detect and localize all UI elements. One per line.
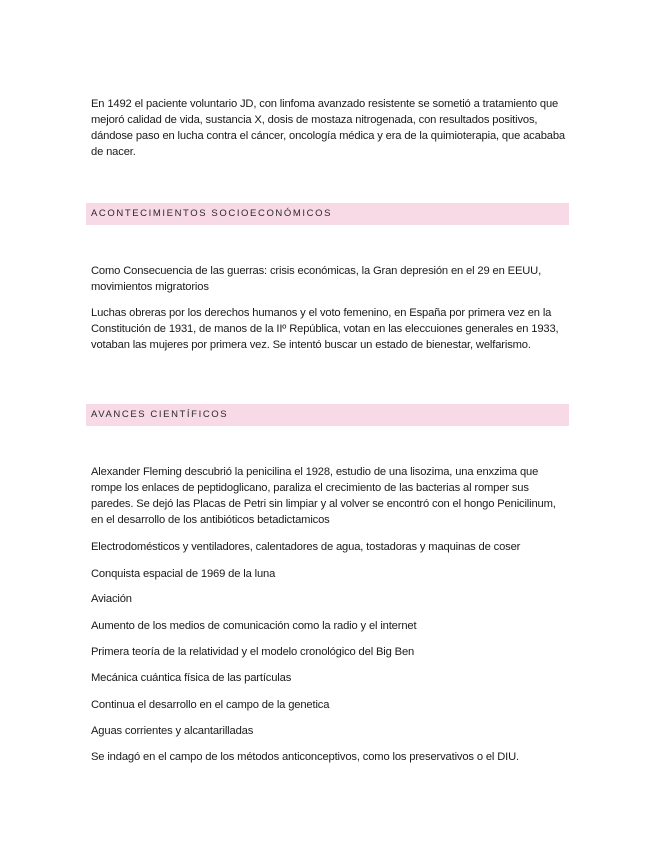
list-item: Continua el desarrollo en el campo de la genetica (91, 699, 330, 711)
list-item: Se indagó en el campo de los métodos anticonceptivos, como los preservativos o el DIU. (91, 751, 519, 763)
paragraph-workers-struggles: Luchas obreras por los derechos humanos y el voto femenino, en España por primera vez en la Constitución de 1931, de manos de la IIº República, votan en las eleccuiones generales en 1933, votaban las mujeres por primera vez. Se intentó buscar un estado de bienestar, welfarismo. (91, 307, 559, 351)
list-item: Electrodomésticos y ventiladores, calentadores de agua, tostadoras y maquinas de coser (91, 541, 521, 553)
list-item: Conquista espacial de 1969 de la luna (91, 568, 276, 580)
list-item: Aviación (91, 593, 132, 605)
section-heading-socioeconomic: ACONTECIMIENTOS SOCIOECONÓMICOS (86, 203, 569, 225)
paragraph-wars-consequences: Como Consecuencia de las guerras: crisis económicas, la Gran depresión en el 29 en EEUU, movimientos migratorios (91, 265, 542, 293)
section-heading-scientific: AVANCES CIENTÍFICOS (86, 404, 569, 426)
list-item: Aumento de los medios de comunicación como la radio y el internet (91, 620, 417, 632)
list-item: Primera teoría de la relatividad y el modelo cronológico del Big Ben (91, 646, 415, 658)
list-item: Mecánica cuántica física de las partículas (91, 672, 292, 684)
intro-paragraph: En 1492 el paciente voluntario JD, con linfoma avanzado resistente se sometió a tratamiento que mejoró calidad de vida, sustancia X, dosis de mostaza nitrogenada, con resultados positivos, dándose paso en lucha contra el cáncer, oncología médica y era de la quimioterapia, que acababa de nacer. (91, 98, 565, 158)
paragraph-fleming: Alexander Fleming descubrió la penicilina el 1928, estudio de una lisozima, una enxzima que rompe los enlaces de peptidoglicano, paraliza el crecimiento de las bacterias al romper sus paredes. Se dejó las Placas de Petri sin limpiar y al volver se encontró con el hongo Penicilinum, en el desarrollo de los antibióticos betadictamicos (91, 466, 556, 526)
list-item: Aguas corrientes y alcantarilladas (91, 725, 254, 737)
